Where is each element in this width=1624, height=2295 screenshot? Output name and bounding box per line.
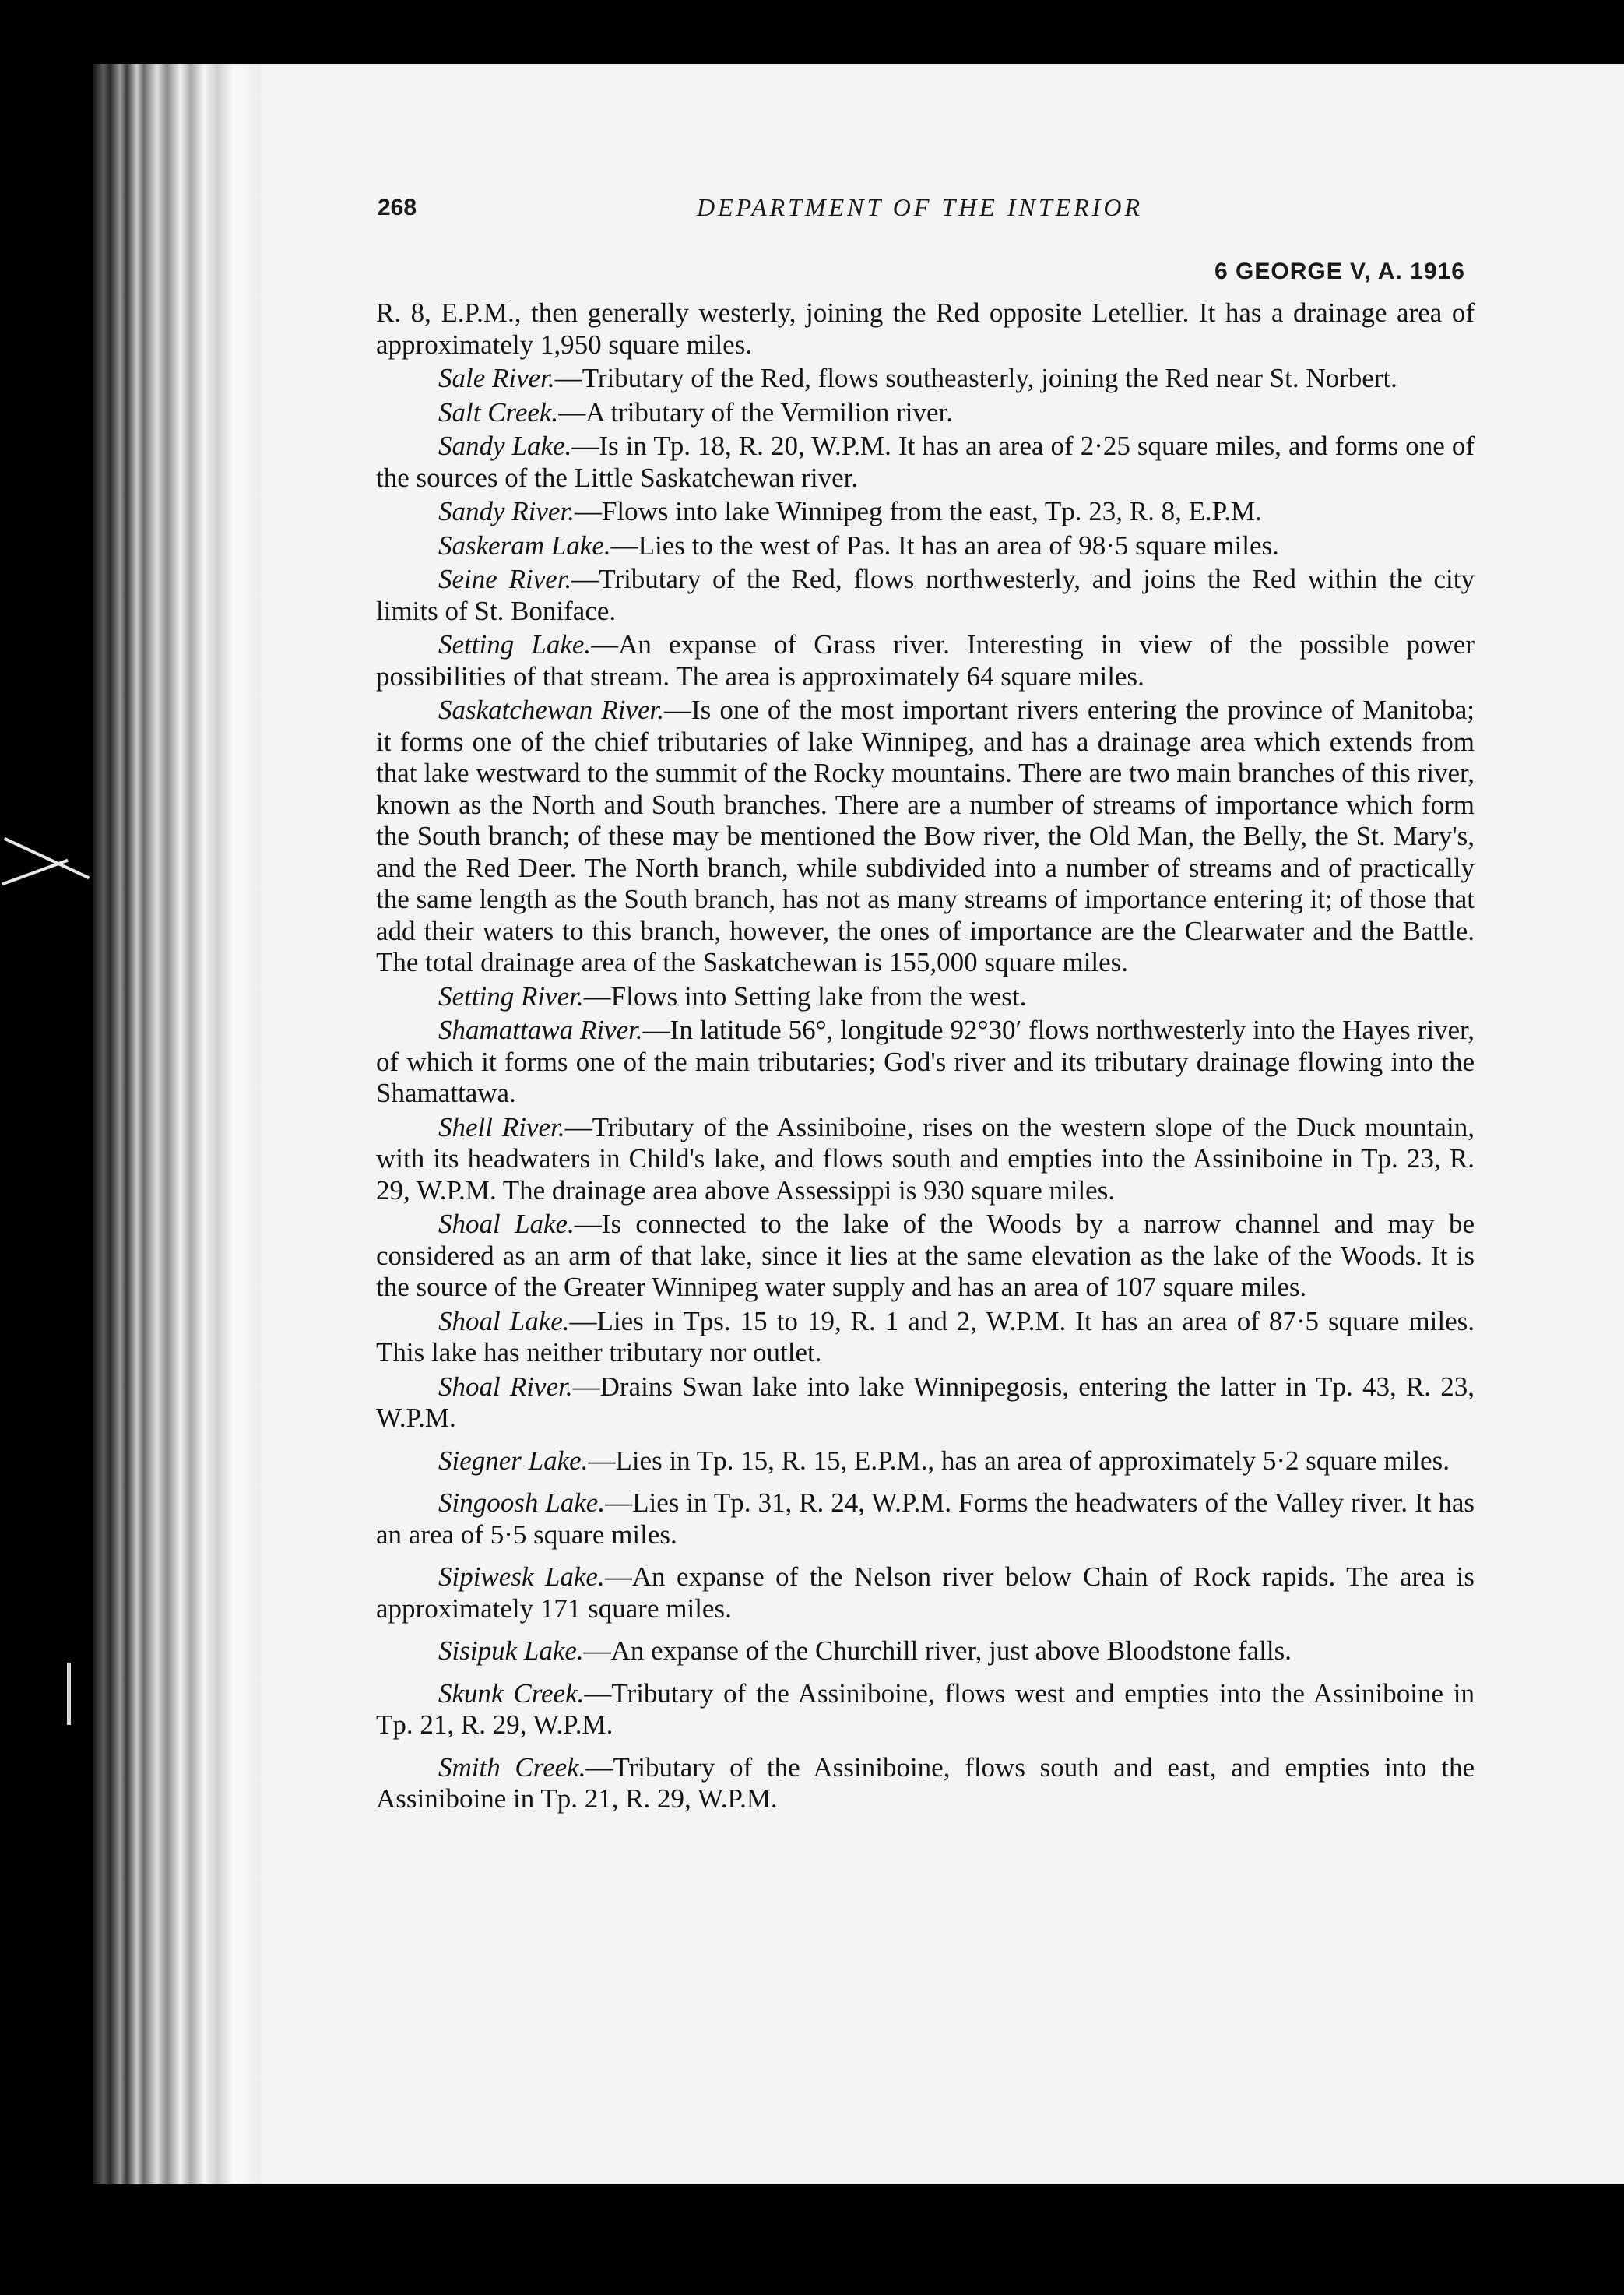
entry-name: Sisipuk Lake. (438, 1635, 584, 1666)
page-number: 268 (378, 195, 417, 220)
entry-name: Salt Creek. (438, 396, 559, 428)
book-binding-gutter (93, 64, 261, 2184)
entry-paragraph (376, 530, 1475, 562)
entry-text: —Flows into lake Winnipeg from the east, Tp. 23, R. 8, E.P.M. (574, 496, 1262, 526)
entry-paragraph (376, 1752, 1475, 1815)
entry-text: —Flows into Setting lake from the west. (583, 980, 1027, 1012)
entry-text: —An expanse of the Nelson river below Chain of Rock rapids. The area is approximately 171 square miles. (376, 1561, 1475, 1624)
entry-text: —Tributary of the Red, flows northwesterly, and joins the Red within the city limits of St. Boniface. (376, 564, 1475, 626)
entry-name: Shell River. (438, 1111, 565, 1142)
entry-paragraph (376, 695, 1475, 979)
entry-name: Setting Lake. (438, 629, 592, 660)
entry-text: —A tributary of the Vermilion river. (558, 396, 953, 428)
entry-paragraph (376, 1678, 1475, 1741)
entry-name: Singoosh Lake. (438, 1487, 606, 1518)
session-label: 6 GEORGE V, A. 1916 (1214, 259, 1465, 284)
entry-name: Sandy Lake. (438, 431, 572, 461)
entry-paragraph (376, 1445, 1475, 1477)
scan-margin-mark (2, 859, 69, 886)
entry-name: Shamattawa River. (438, 1015, 643, 1045)
entry-name: Smith Creek. (438, 1751, 586, 1783)
entry-text: —An expanse of Grass river. Interesting in view of the possible power possibilities of that stream. The area is approximately 64 square miles. (376, 629, 1475, 692)
entry-name: Saskeram Lake. (438, 530, 611, 561)
body-text (376, 297, 1475, 1818)
entry-text: —Is in Tp. 18, R. 20, W.P.M. It has an area of 2·25 square miles, and forms one of the sources of the Little Saskatchewan river. (376, 431, 1475, 493)
entry-paragraph (376, 496, 1475, 528)
entry-name: Setting River. (438, 980, 584, 1012)
scan-margin-mark (4, 837, 90, 879)
entry-text: —Lies to the west of Pas. It has an area of 98·5 square miles. (610, 530, 1279, 561)
entry-paragraph (376, 397, 1475, 429)
entry-text: —Tributary of the Assiniboine, rises on the western slope of the Duck mountain, with its headwaters in Child's lake, and flows south and empties into the Assiniboine in Tp. 23, R. 29, W.P.M. The drainage area above Assessippi is 930 square miles. (376, 1111, 1475, 1206)
entry-paragraph (376, 1561, 1475, 1624)
entry-text: —Is connected to the lake of the Woods by a narrow channel and may be considered as an arm of that lake, since it lies at the same elevation as the lake of the Woods. It is the source of the Greater Winnipeg water supply and has an area of 107 square miles. (376, 1209, 1475, 1302)
entry-text: —Tributary of the Assiniboine, flows south and east, and empties into the Assiniboine in Tp. 21, R. 29, W.P.M. (376, 1751, 1475, 1814)
entry-paragraph (376, 363, 1475, 395)
entry-text: —Lies in Tps. 15 to 19, R. 1 and 2, W.P.M. It has an area of 87·5 square miles. This lake has neither tributary nor outlet. (376, 1305, 1475, 1367)
entry-paragraph (376, 1015, 1475, 1110)
entry-paragraph (376, 564, 1475, 627)
entry-name: Sale River. (438, 363, 555, 393)
entry-name: Siegner Lake. (438, 1445, 589, 1476)
entry-text: —Tributary of the Red, flows southeasterly, joining the Red near St. Norbert. (554, 363, 1397, 393)
entry-paragraph (376, 629, 1475, 692)
entry-paragraph (376, 981, 1475, 1013)
entry-text: —In latitude 56°, longitude 92°30′ flows northwesterly into the Hayes river, of which it forms one of the main tributaries; God's river and its tributary drainage flowing into the Shamattawa. (376, 1015, 1475, 1108)
entry-name: Seine River. (438, 564, 572, 594)
entry-text: —Tributary of the Assiniboine, flows west and empties into the Assiniboine in Tp. 21, R. 29, W.P.M. (376, 1677, 1475, 1740)
entry-text: —Is one of the most important rivers entering the province of Manitoba; it forms one of the chief tributaries of lake Winnipeg, and has a drainage area which extends from that lake westward to the summit of the Rocky mountains. There are two main branches of this river, known as the North and South branches. There are a number of streams of importance which form the South branch; of these may be mentioned the Bow river, the Old Man, the Belly, the St. Mary's, and the Red Deer. The North branch, while subdivided into a number of streams and of practically the same length as the South branch, has not as many streams of importance entering it; of those that add their waters to this branch, however, the ones of importance are the Clearwater and the Battle. The total drainage area of the Saskatchewan is 155,000 square miles. (376, 695, 1475, 977)
entry-paragraph (376, 1306, 1475, 1369)
entry-text: —Lies in Tp. 15, R. 15, E.P.M., has an area of approximately 5·2 square miles. (588, 1445, 1450, 1476)
entry-name: Sipiwesk Lake. (438, 1561, 605, 1592)
continuation-paragraph: R. 8, E.P.M., then generally westerly, joining the Red opposite Letellier. It has a drainage area of approximately 1,950 square miles. (376, 297, 1475, 360)
entry-paragraph (376, 1487, 1475, 1551)
scan-margin-tick (67, 1663, 71, 1725)
entry-text: —An expanse of the Churchill river, just above Bloodstone falls. (583, 1635, 1292, 1666)
entry-paragraph (376, 1371, 1475, 1434)
running-head: DEPARTMENT OF THE INTERIOR (697, 193, 1144, 221)
entry-name: Shoal Lake. (438, 1209, 575, 1239)
entry-paragraph (376, 1112, 1475, 1207)
entry-name: Sandy River. (438, 496, 575, 526)
scanned-page (261, 64, 1624, 2184)
entry-text: —Lies in Tp. 31, R. 24, W.P.M. Forms the headwaters of the Valley river. It has an area of 5·5 square miles. (376, 1487, 1475, 1550)
entry-name: Shoal Lake. (438, 1305, 570, 1336)
entry-paragraph (376, 1635, 1475, 1667)
entry-name: Skunk Creek. (438, 1677, 585, 1709)
entry-text: —Drains Swan lake into lake Winnipegosis, entering the latter in Tp. 43, R. 23, W.P.M. (376, 1371, 1475, 1433)
entry-paragraph (376, 431, 1475, 494)
entry-paragraph (376, 1209, 1475, 1304)
entry-name: Saskatchewan River. (438, 695, 665, 725)
entry-name: Shoal River. (438, 1371, 573, 1402)
